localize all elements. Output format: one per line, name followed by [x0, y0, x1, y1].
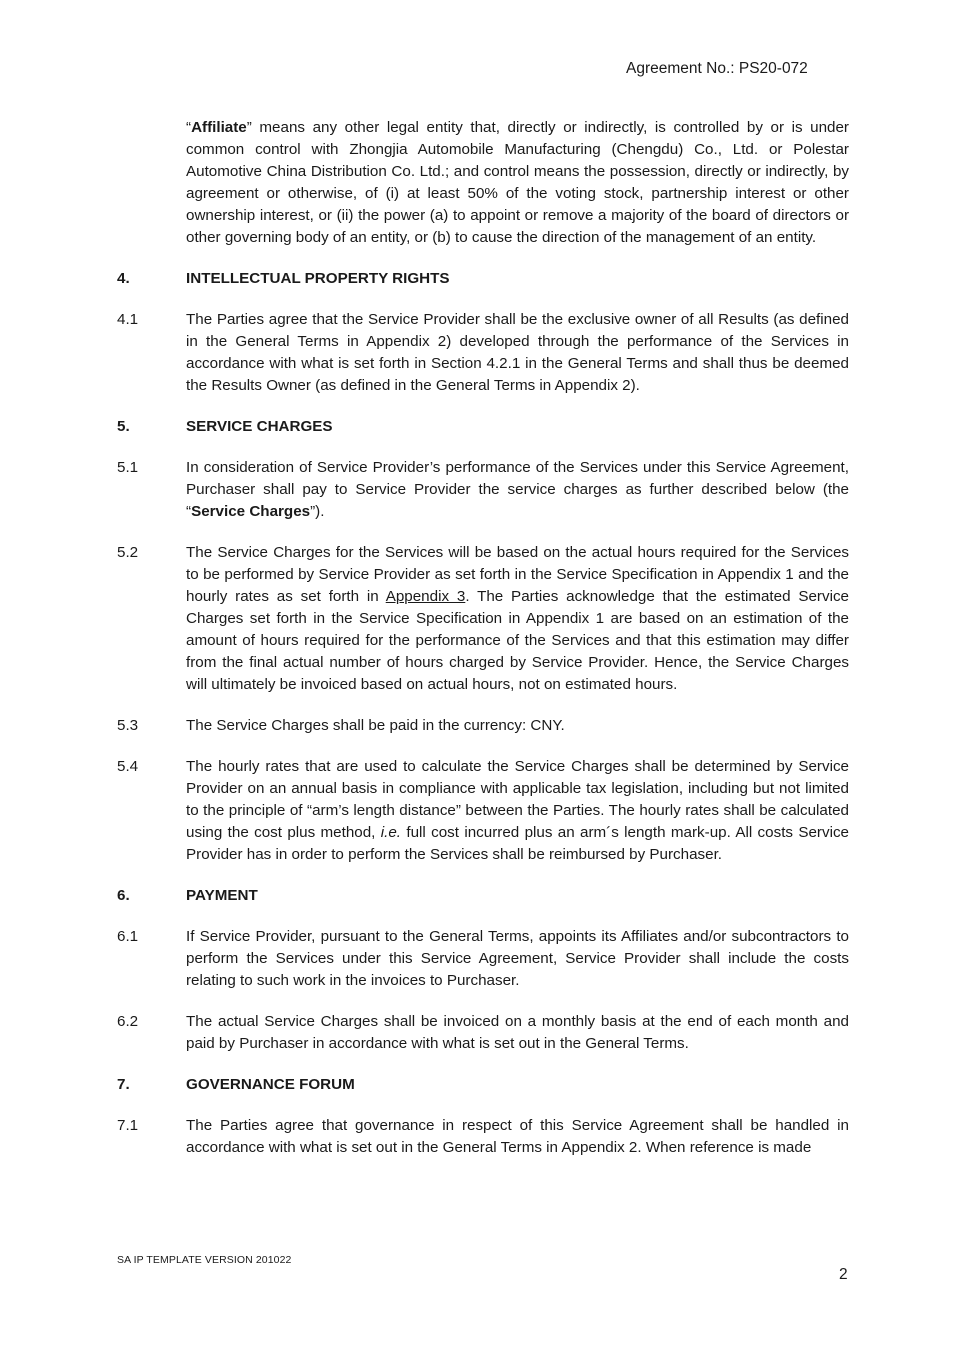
section-6-heading [117, 885, 849, 907]
affiliate-term: Affiliate [191, 119, 247, 136]
clause-text: The Parties agree that governance in respect of this Service Agreement shall be handled in accordance with what is set out in the General Terms in Appendix 2. When reference is made [186, 1117, 849, 1156]
clause-text: If Service Provider, pursuant to the General Terms, appoints its Affiliates and/or subcontractors to perform the Services under this Service Agreement, Service Provider shall include the costs relating to such work in the invoices to Purchaser. [186, 928, 849, 989]
clause-5-2 [117, 542, 849, 696]
clause-number: 5.1 [117, 459, 139, 476]
document-body [117, 117, 849, 1178]
section-5-heading [117, 416, 849, 438]
section-number: 5. [117, 418, 130, 435]
page-number: 2 [839, 1266, 848, 1283]
template-version: SA IP TEMPLATE VERSION 201022 [117, 1254, 292, 1266]
clause-text-part: ”). [310, 503, 325, 520]
clause-number: 5.3 [117, 717, 139, 734]
affiliate-definition [186, 117, 849, 249]
clause-6-1 [117, 926, 849, 992]
clause-7-1 [117, 1115, 849, 1159]
section-title: SERVICE CHARGES [186, 418, 333, 435]
clause-text: The Service Charges shall be paid in the currency: CNY. [186, 717, 565, 734]
clause-number: 4.1 [117, 311, 139, 328]
section-7-heading [117, 1074, 849, 1096]
clause-text: The actual Service Charges shall be invoiced on a monthly basis at the end of each month and paid by Purchaser in accordance with what is set out in the General Terms. [186, 1013, 849, 1052]
clause-6-2 [117, 1011, 849, 1055]
appendix-3-link[interactable]: Appendix 3 [385, 588, 466, 605]
clause-5-3 [117, 715, 849, 737]
clause-4-1 [117, 309, 849, 397]
clause-number: 7.1 [117, 1117, 139, 1134]
clause-5-1 [117, 457, 849, 523]
section-number: 6. [117, 887, 130, 904]
section-title: PAYMENT [186, 887, 258, 904]
clause-number: 6.2 [117, 1013, 139, 1030]
agreement-number: Agreement No.: PS20-072 [626, 60, 808, 77]
clause-text-part: full cost incurred plus an arm´s length mark-up. All costs Service Provider has in order to perform the Services shall be reimbursed by Purchaser. [186, 824, 849, 863]
section-title: INTELLECTUAL PROPERTY RIGHTS [186, 270, 450, 287]
clause-text-part: . The Parties acknowledge that the estimated Service Charges set forth in the Service Specification in Appendix 1 are based on an estimation of the amount of hours required for the performance of the Services and that this estimation may differ from the final actual number of hours charged by Service Provider. Hence, the Service Charges will ultimately be invoiced based on actual hours, not on estimated hours. [186, 588, 850, 693]
affiliate-text: ” means any other legal entity that, directly or indirectly, is controlled by or is under common control with Zhongjia Automobile Manufacturing (Chengdu) Co., Ltd. or Polestar Automotive China Distribution Co. Ltd.; and control means the possession, directly or indirectly, by agreement or otherwise, of (i) at least 50% of the voting stock, partnership interest or other ownership interest, or (ii) the power (a) to appoint or remove a majority of the board of directors or other governing body of an entity, or (b) to cause the direction of the management of an entity. [186, 119, 849, 246]
clause-text [186, 542, 849, 696]
affiliate-open-quote: “ [186, 119, 192, 136]
clause-text: The Parties agree that the Service Provider shall be the exclusive owner of all Results (as defined in the General Terms in Appendix 2) developed through the performance of the Services in accordance with what is set forth in Section 4.2.1 in the General Terms and shall thus be deemed the Results Owner (as defined in the General Terms in Appendix 2). [186, 311, 849, 394]
clause-number: 5.2 [117, 544, 139, 561]
clause-text-part: The hourly rates that are used to calculate the Service Charges shall be determined by Service Provider on an annual basis in compliance with applicable tax legislation, including but not limited to the principle of “arm’s length distance” between the Parties. The hourly rates shall be calculated using the cost plus method, [186, 758, 849, 841]
clause-text-part: The Service Charges for the Services will be based on the actual hours required for the Services to be performed by Service Provider as set forth in the Service Specification in Appendix 1 and the hourly rates as set forth in [186, 544, 849, 605]
section-number: 4. [117, 270, 130, 287]
clause-5-4 [117, 756, 849, 866]
italic-term: i.e. [380, 824, 402, 841]
clause-number: 6.1 [117, 928, 139, 945]
clause-text-part: In consideration of Service Provider’s performance of the Services under this Service Agreement, Purchaser shall pay to Service Provider the service charges as further described below (the “ [186, 459, 849, 520]
section-number: 7. [117, 1076, 130, 1093]
clause-number: 5.4 [117, 758, 139, 775]
clause-text [186, 756, 849, 866]
section-title: GOVERNANCE FORUM [186, 1076, 355, 1093]
clause-text [186, 457, 849, 523]
defined-term: Service Charges [191, 503, 311, 520]
section-4-heading [117, 268, 849, 290]
